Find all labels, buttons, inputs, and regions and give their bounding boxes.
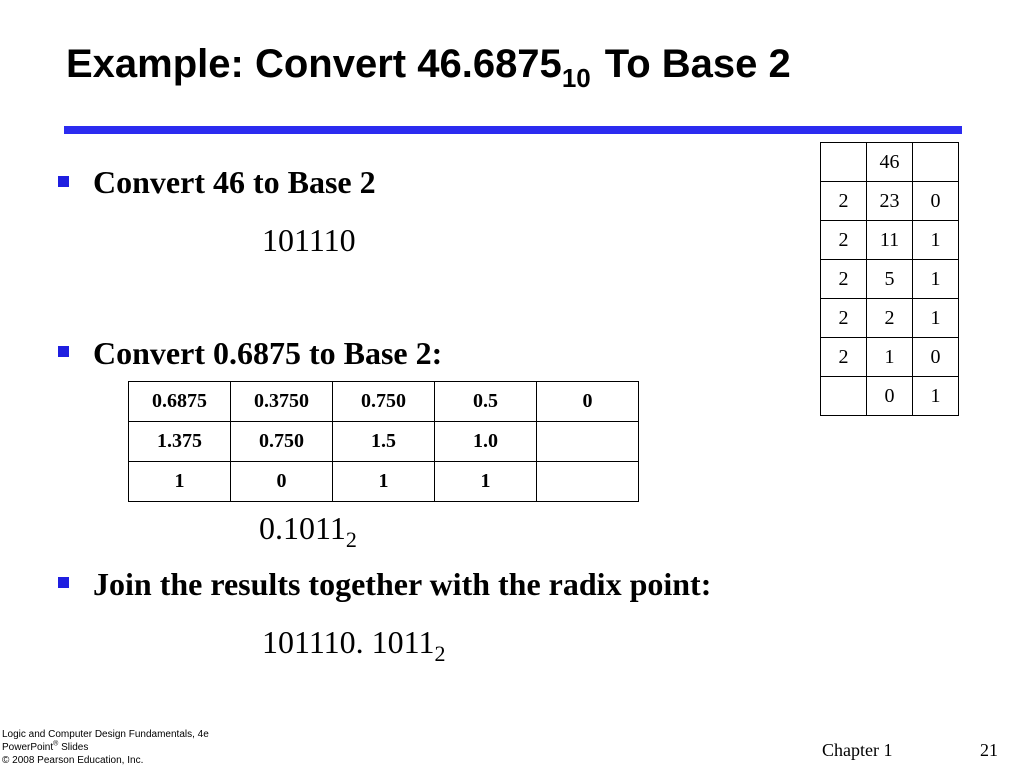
table-cell bbox=[821, 377, 867, 416]
table-cell: 5 bbox=[867, 260, 913, 299]
footer-book-title: Logic and Computer Design Fundamentals, 4e bbox=[2, 729, 209, 740]
table-cell: 2 bbox=[821, 338, 867, 377]
table-cell: 2 bbox=[821, 221, 867, 260]
table-cell: 0 bbox=[913, 182, 959, 221]
table-cell bbox=[537, 422, 639, 462]
table-row bbox=[129, 462, 639, 502]
table-cell: 0.750 bbox=[333, 382, 435, 422]
table-cell: 1 bbox=[913, 221, 959, 260]
title-underline-rule bbox=[64, 126, 962, 134]
table-cell bbox=[537, 462, 639, 502]
table-cell: 0.6875 bbox=[129, 382, 231, 422]
table-cell: 1 bbox=[913, 377, 959, 416]
table-cell: 1 bbox=[435, 462, 537, 502]
bullet-convert-46: Convert 46 to Base 2 bbox=[93, 164, 376, 200]
result-46-binary: 101110 bbox=[262, 222, 356, 258]
table-row bbox=[821, 182, 959, 221]
result-combined-binary: 101110. $1011_2$ bbox=[262, 624, 446, 666]
table-row bbox=[821, 299, 959, 338]
table-cell: 11 bbox=[867, 221, 913, 260]
fraction-conversion-table bbox=[128, 381, 639, 502]
table-cell: 0 bbox=[231, 462, 333, 502]
title-tail: To Base 2 bbox=[604, 42, 791, 86]
table-cell: 1 bbox=[867, 338, 913, 377]
table-cell: 23 bbox=[867, 182, 913, 221]
table-cell: 2 bbox=[867, 299, 913, 338]
footer-copyright: © 2008 Pearson Education, Inc. bbox=[2, 755, 144, 766]
table-row bbox=[821, 338, 959, 377]
table-cell: 1 bbox=[913, 299, 959, 338]
footer-slides-line: PowerPoint® Slides bbox=[2, 740, 89, 753]
division-remainder-table bbox=[820, 142, 959, 416]
table-cell: 46 bbox=[867, 143, 913, 182]
table-cell: 0 bbox=[913, 338, 959, 377]
table-cell: 2 bbox=[821, 182, 867, 221]
footer-chapter: Chapter 1 bbox=[822, 740, 893, 760]
footer-credits bbox=[2, 728, 209, 767]
table-cell: 1.5 bbox=[333, 422, 435, 462]
table-cell: 0.5 bbox=[435, 382, 537, 422]
table-cell: 1.375 bbox=[129, 422, 231, 462]
table-cell bbox=[913, 143, 959, 182]
table-row bbox=[821, 143, 959, 182]
table-row bbox=[129, 422, 639, 462]
bullet-convert-fraction: Convert 0.6875 to Base 2: bbox=[93, 335, 443, 371]
table-cell: 1.0 bbox=[435, 422, 537, 462]
table-row bbox=[821, 377, 959, 416]
bullet-square-icon bbox=[58, 346, 69, 357]
table-cell: 0.750 bbox=[231, 422, 333, 462]
table-cell: 0 bbox=[867, 377, 913, 416]
table-cell: 1 bbox=[333, 462, 435, 502]
result-fraction-binary: $0.1011_2$ bbox=[259, 510, 357, 552]
bullet-square-icon bbox=[58, 577, 69, 588]
table-cell: 0 bbox=[537, 382, 639, 422]
table-row bbox=[821, 260, 959, 299]
slide-title bbox=[66, 38, 791, 93]
table-cell: 2 bbox=[821, 299, 867, 338]
table-cell: 1 bbox=[129, 462, 231, 502]
table-cell: 0.3750 bbox=[231, 382, 333, 422]
title-main: Example: Convert 46.6875 bbox=[66, 42, 562, 86]
table-row bbox=[821, 221, 959, 260]
slide-number: 21 bbox=[980, 740, 998, 760]
title-subscript: 10 bbox=[561, 63, 591, 93]
bullet-join-results: Join the results together with the radix point: bbox=[93, 566, 712, 602]
table-cell: 1 bbox=[913, 260, 959, 299]
table-cell bbox=[821, 143, 867, 182]
bullet-square-icon bbox=[58, 176, 69, 187]
table-row bbox=[129, 382, 639, 422]
table-cell: 2 bbox=[821, 260, 867, 299]
